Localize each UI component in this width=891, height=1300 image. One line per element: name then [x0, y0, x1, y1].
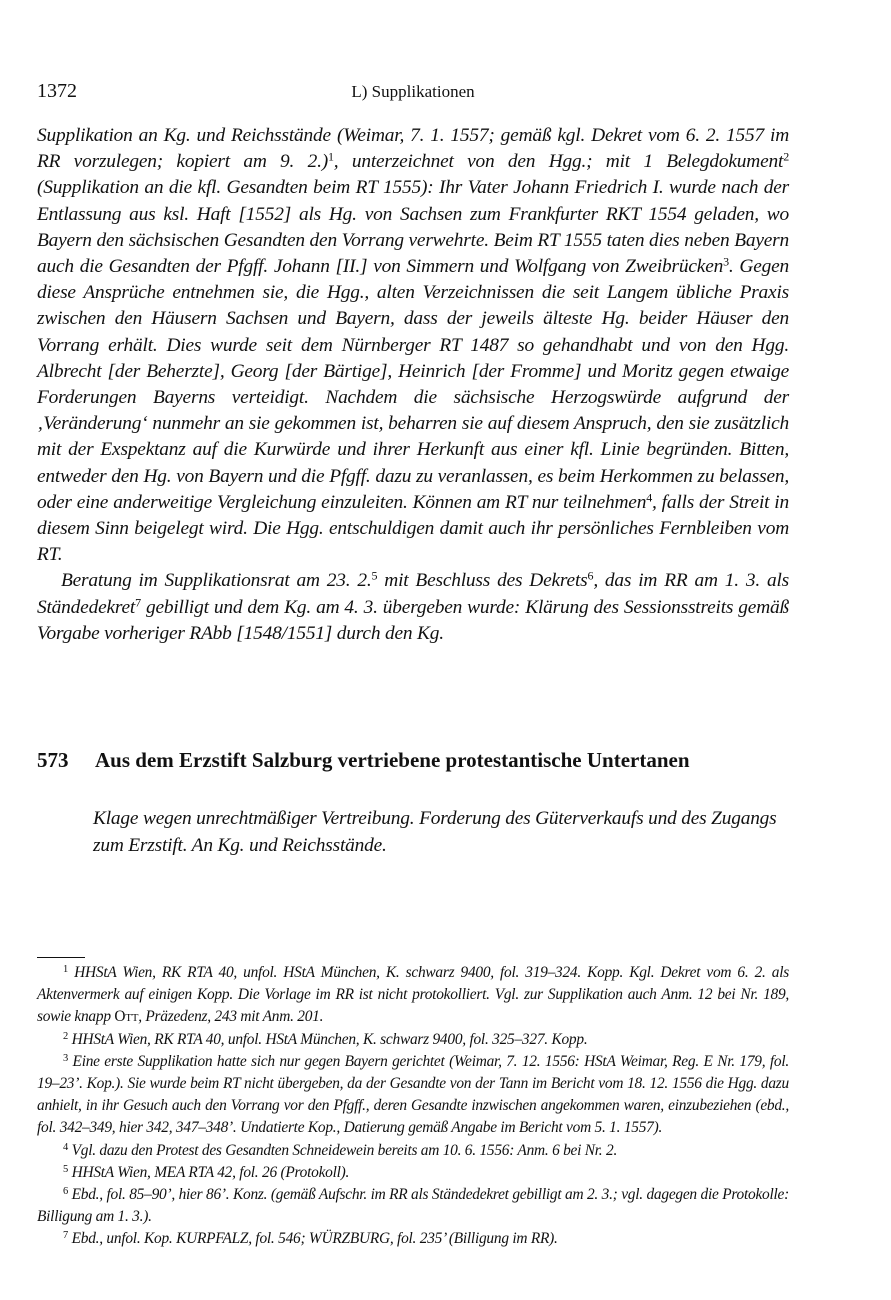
footnote-marker: 2 — [63, 1030, 68, 1042]
footnote-ref-4[interactable]: 4 — [646, 490, 653, 505]
text-run: . Gegen diese Ansprüche entnehmen sie, die Hgg., alten Verzeichnissen die seit Langem übliche Praxis zwischen den Häusern Sachsen und Bayern, dass der jeweils älteste Hg. beider Häuser den Vorrang erhält. Dies wurde seit dem Nürnberger RT 1487 so gehandhabt und von den Hgg. Albrecht [der Beherzte], Georg [der Bärtige], Heinrich [der Fromme] und Moritz gegen etwaige Forderungen Bayerns verteidigt. Nachdem die sächsische Herzogswürde aufgrund der ‚Veränderung‘ nunmehr an sie gekommen ist, beharren sie auf diesem Anspruch, den sie zusätzlich mit der Exspektanz auf die Kurwürde und ihrer Herkunft aus einer kfl. Linie begründen. Bitten, entweder den Hg. von Bayern und die Pfgff. dazu zu veranlassen, es beim Herkommen zu belassen, oder eine anderweitige Vergleichung einzuleiten. Können am RT nur teilnehmen — [37, 256, 789, 513]
running-head — [37, 80, 789, 106]
entry-number: 573 — [37, 748, 69, 772]
text-run: , falls der Streit in diesem Sinn beigelegt wird. Die Hgg. entschuldigen damit auch ihr persönliches Fernbleiben vom RT. — [37, 491, 789, 566]
footnote-marker: 1 — [63, 963, 68, 975]
text-run: Beratung im Supplikationsrat am 23. 2. — [61, 570, 372, 592]
footnote-marker: 3 — [63, 1052, 68, 1064]
text-run: mit Beschluss des Dekrets — [377, 570, 588, 592]
footnote-ref-7[interactable]: 7 — [135, 595, 141, 610]
text-run: gebilligt und dem Kg. am 4. 3. übergeben wurde: Klärung des Sessionsstreits gemäß Vorgabe vorheriger RAbb [1548/1551] durch den Kg. — [37, 596, 789, 644]
footnote-7 — [37, 1228, 789, 1250]
text-run: (Supplikation an die kfl. Gesandten beim RT 1555): Ihr Vater Johann Friedrich I. wurde nach der Entlassung aus ksl. Haft [1552] als Hg. von Sachsen zum Frankfurter RKT 1554 geladen, wo Bayern den sächsischen Gesandten den Vorrang verwehrte. Beim RT 1555 taten dies neben Bayern auch die Gesandten der Pfgff. Johann [II.] von Simmern und Wolfgang von Zweibrücken — [37, 177, 789, 278]
footnote-ref-2[interactable]: 2 — [783, 149, 789, 164]
text-run: , unterzeichnet von den Hgg.; mit 1 Belegdokument — [333, 151, 784, 173]
footnote-text: HHStA Wien, RK RTA 40, unfol. HStA München, K. schwarz 9400, fol. 325–327. Kopp. — [71, 1030, 588, 1048]
footnote-ref-6[interactable]: 6 — [587, 568, 594, 583]
footnote-2 — [37, 1029, 789, 1051]
footnote-6 — [37, 1184, 789, 1228]
footnote-text: HHStA Wien, RK RTA 40, unfol. HStA München, K. schwarz 9400, fol. 319–324. Kopp. Kgl. Dekret vom 6. 2. als Aktenvermerk auf einigen Kopp. Die Vorlage im RR ist nicht protokolliert. Vgl. zur Supplikation auch Anm. 12 bei Nr. 189, sowie knapp — [37, 964, 789, 1026]
footnote-ref-3[interactable]: 3 — [723, 254, 729, 269]
text-run: Supplikation an Kg. und Reichsstände (Weimar, 7. 1. 1557; gemäß kgl. Dekret vom 6. 2. 1557 im RR vorzulegen; kopiert am 9. 2.) — [37, 125, 789, 173]
text-run: , das im RR am 1. 3. als Ständedekret — [37, 570, 789, 618]
footnote-marker: 6 — [63, 1185, 68, 1197]
footnote-text: , Präzedenz, 243 mit Anm. 201. — [138, 1008, 324, 1026]
footnote-3 — [37, 1051, 789, 1140]
footnote-ref-1[interactable]: 1 — [327, 149, 334, 164]
summary-paragraph — [37, 123, 789, 568]
preceding-entry-text — [37, 123, 789, 647]
footnotes — [37, 962, 789, 1251]
footnote-4 — [37, 1140, 789, 1162]
footnote-divider — [37, 957, 85, 958]
footnote-marker: 7 — [63, 1230, 68, 1242]
page-number: 1372 — [37, 80, 77, 102]
footnote-marker: 5 — [63, 1163, 68, 1175]
entry-title: Aus dem Erzstift Salzburg vertriebene protestantische Untertanen — [95, 748, 690, 772]
footnote-marker: 4 — [63, 1141, 68, 1153]
footnote-5 — [37, 1162, 789, 1184]
section-title: L) Supplikationen — [351, 82, 475, 101]
footnote-ref-5[interactable]: 5 — [371, 568, 378, 583]
footnote-text: Eine erste Supplikation hatte sich nur gegen Bayern gerichtet (Weimar, 7. 12. 1556: HStA Weimar, Reg. E Nr. 179, fol. 19–23’. Kop.). Sie wurde beim RT nicht übergeben, da der Gesandte von der Tann im Bericht vom 18. 12. 1556 die Hgg. dazu anhielt, in ihr Gesuch auch den Vorrang vor den Pfgff., deren Gesandte inzwischen angekommen waren, einzubeziehen (ebd., fol. 342–349, hier 342, 347–348’. Undatierte Kop., Datierung gemäß Angabe im Bericht vom 5. 1. 1557). — [37, 1052, 789, 1137]
footnote-text: HHStA Wien, MEA RTA 42, fol. 26 (Protokoll). — [71, 1163, 350, 1181]
deliberation-paragraph — [37, 568, 789, 647]
footnote-text: Vgl. dazu den Protest des Gesandten Schneidewein bereits am 10. 6. 1556: Anm. 6 bei Nr. 2. — [71, 1141, 618, 1159]
entry-heading — [37, 748, 789, 773]
author-name: Ott — [114, 1008, 139, 1026]
footnote-text: Ebd., fol. 85–90’, hier 86’. Konz. (gemäß Aufschr. im RR als Ständedekret gebilligt am 2. 3.; vgl. dagegen die Protokolle: Billigung am 1. 3.). — [37, 1186, 789, 1226]
footnote-1 — [37, 962, 789, 1029]
footnote-text: Ebd., unfol. Kop. KURPFALZ, fol. 546; WÜRZBURG, fol. 235’ (Billigung im RR). — [71, 1230, 558, 1248]
entry-summary: Klage wegen unrechtmäßiger Vertreibung. Forderung des Güterverkaufs und des Zugangs zum Erzstift. An Kg. und Reichsstände. — [93, 808, 777, 856]
